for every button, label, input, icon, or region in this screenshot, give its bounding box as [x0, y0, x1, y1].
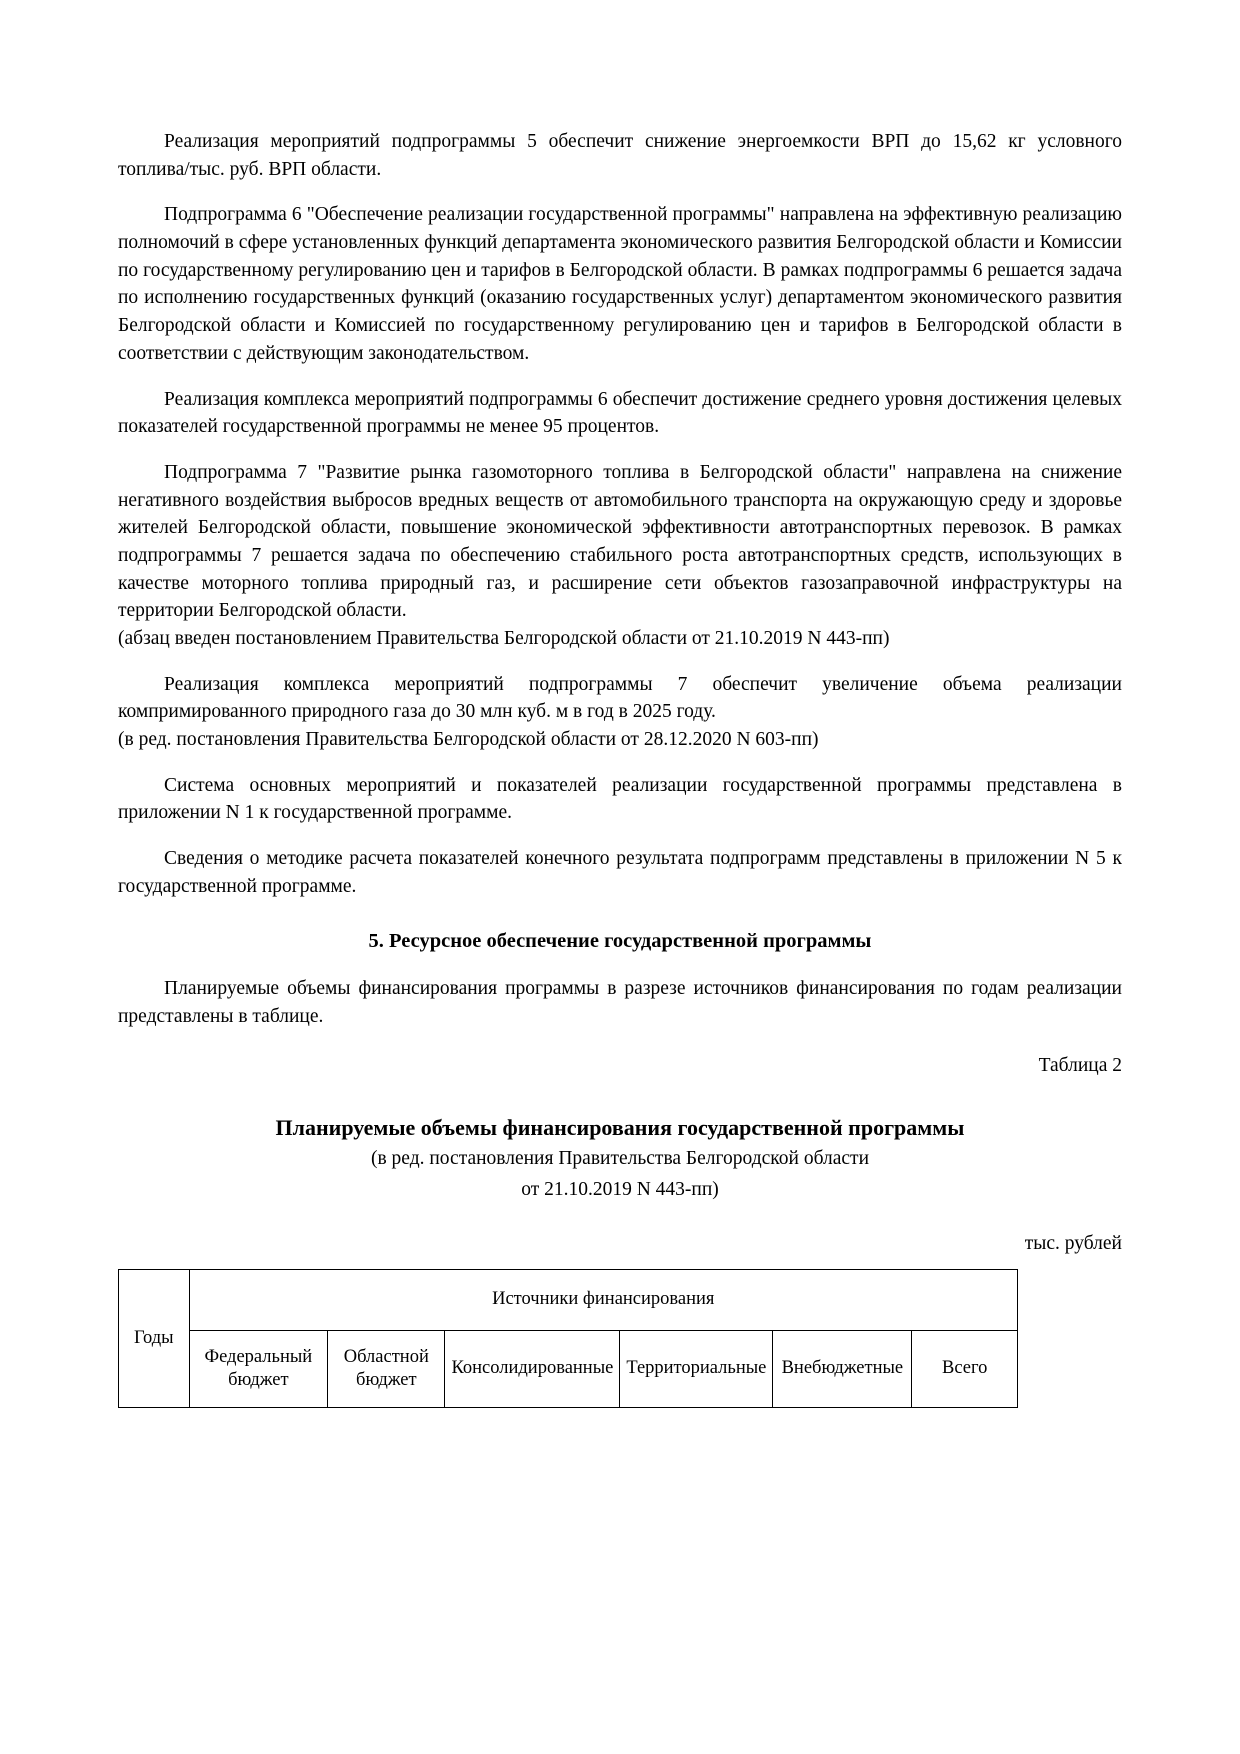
- paragraph-1: Реализация мероприятий подпрограммы 5 обеспечит снижение энергоемкости ВРП до 15,62 кг условного топлива/тыс. руб. ВРП области.: [118, 131, 1122, 180]
- table-units-label: тыс. рублей: [1024, 1232, 1122, 1254]
- header-consolidated: Консолидированные: [445, 1330, 620, 1407]
- paragraph-3: Реализация комплекса мероприятий подпрограммы 6 обеспечит достижение среднего уровня достижения целевых показателей государственной программы не менее 95 процентов.: [118, 388, 1122, 438]
- paragraph-8: Планируемые объемы финансирования программы в разрезе источников финансирования по годам реализации представлены в таблице.: [118, 978, 1122, 1027]
- header-regional-budget: Областной бюджет: [328, 1330, 445, 1407]
- table-title: Планируемые объемы финансирования государственной программы: [275, 1114, 965, 1140]
- paragraph-5: Реализация комплекса мероприятий подпрограммы 7 обеспечит увеличение объема реализации компримированного природного газа до 30 млн куб. м в год в 2025 году.: [118, 673, 1122, 723]
- amendment-note-443: (абзац введен постановлением Правительства Белгородской области от 21.10.2019 N 443-пп): [118, 628, 890, 649]
- table-number-label: Таблица 2: [1038, 1054, 1122, 1076]
- table-row: [119, 1330, 1018, 1407]
- table-row: [119, 1269, 1018, 1330]
- header-years: Годы: [119, 1269, 190, 1407]
- table-subtitle-line-1: (в ред. постановления Правительства Белгородской области: [370, 1148, 870, 1170]
- paragraph-6: Система основных мероприятий и показателей реализации государственной программы представлена в приложении N 1 к государственной программе.: [118, 774, 1122, 824]
- header-territorial: Территориальные: [620, 1330, 773, 1407]
- header-total: Всего: [912, 1330, 1018, 1407]
- header-federal-budget: Федеральный бюджет: [189, 1330, 328, 1407]
- header-sources: Источники финансирования: [189, 1269, 1017, 1330]
- header-extrabudgetary: Внебюджетные: [773, 1330, 912, 1407]
- section-heading-5: 5. Ресурсное обеспечение государственной программы: [368, 929, 872, 952]
- paragraph-7: Сведения о методике расчета показателей конечного результата подпрограмм представлены в приложении N 5 к государственной программе.: [118, 848, 1122, 897]
- paragraph-4: Подпрограмма 7 "Развитие рынка газомоторного топлива в Белгородской области" направлена на снижение негативного воздействия выбросов вредных веществ от автомобильного транспорта на окружающую среду и здоровье жителей Белгородской области, повышение экономической эффективности автотранспортных перевозок. В рамках подпрограммы 7 решается задача по обеспечению стабильного роста автотранспортных средств, использующих в качестве моторного топлива природный газ, и расширение сети объектов газозаправочной инфраструктуры на территории Белгородской области.: [118, 461, 1122, 622]
- financing-table: [118, 1269, 1018, 1408]
- table-subtitle-line-2: от 21.10.2019 N 443-пп): [521, 1178, 719, 1200]
- amendment-note-603: (в ред. постановления Правительства Белгородской области от 28.12.2020 N 603-пп): [118, 729, 819, 751]
- paragraph-2: Подпрограмма 6 "Обеспечение реализации государственной программы" направлена на эффективную реализацию полномочий в сфере установленных функций департамента экономического развития Белгородской области и Комиссии по государственному регулированию цен и тарифов в Белгородской области. В рамках подпрограммы 6 решается задача по исполнению государственных функций (оказанию государственных услуг) департаментом экономического развития Белгородской области и Комиссией по государственному регулированию цен и тарифов в Белгородской области в соответствии с действующим законодательством.: [118, 204, 1122, 364]
